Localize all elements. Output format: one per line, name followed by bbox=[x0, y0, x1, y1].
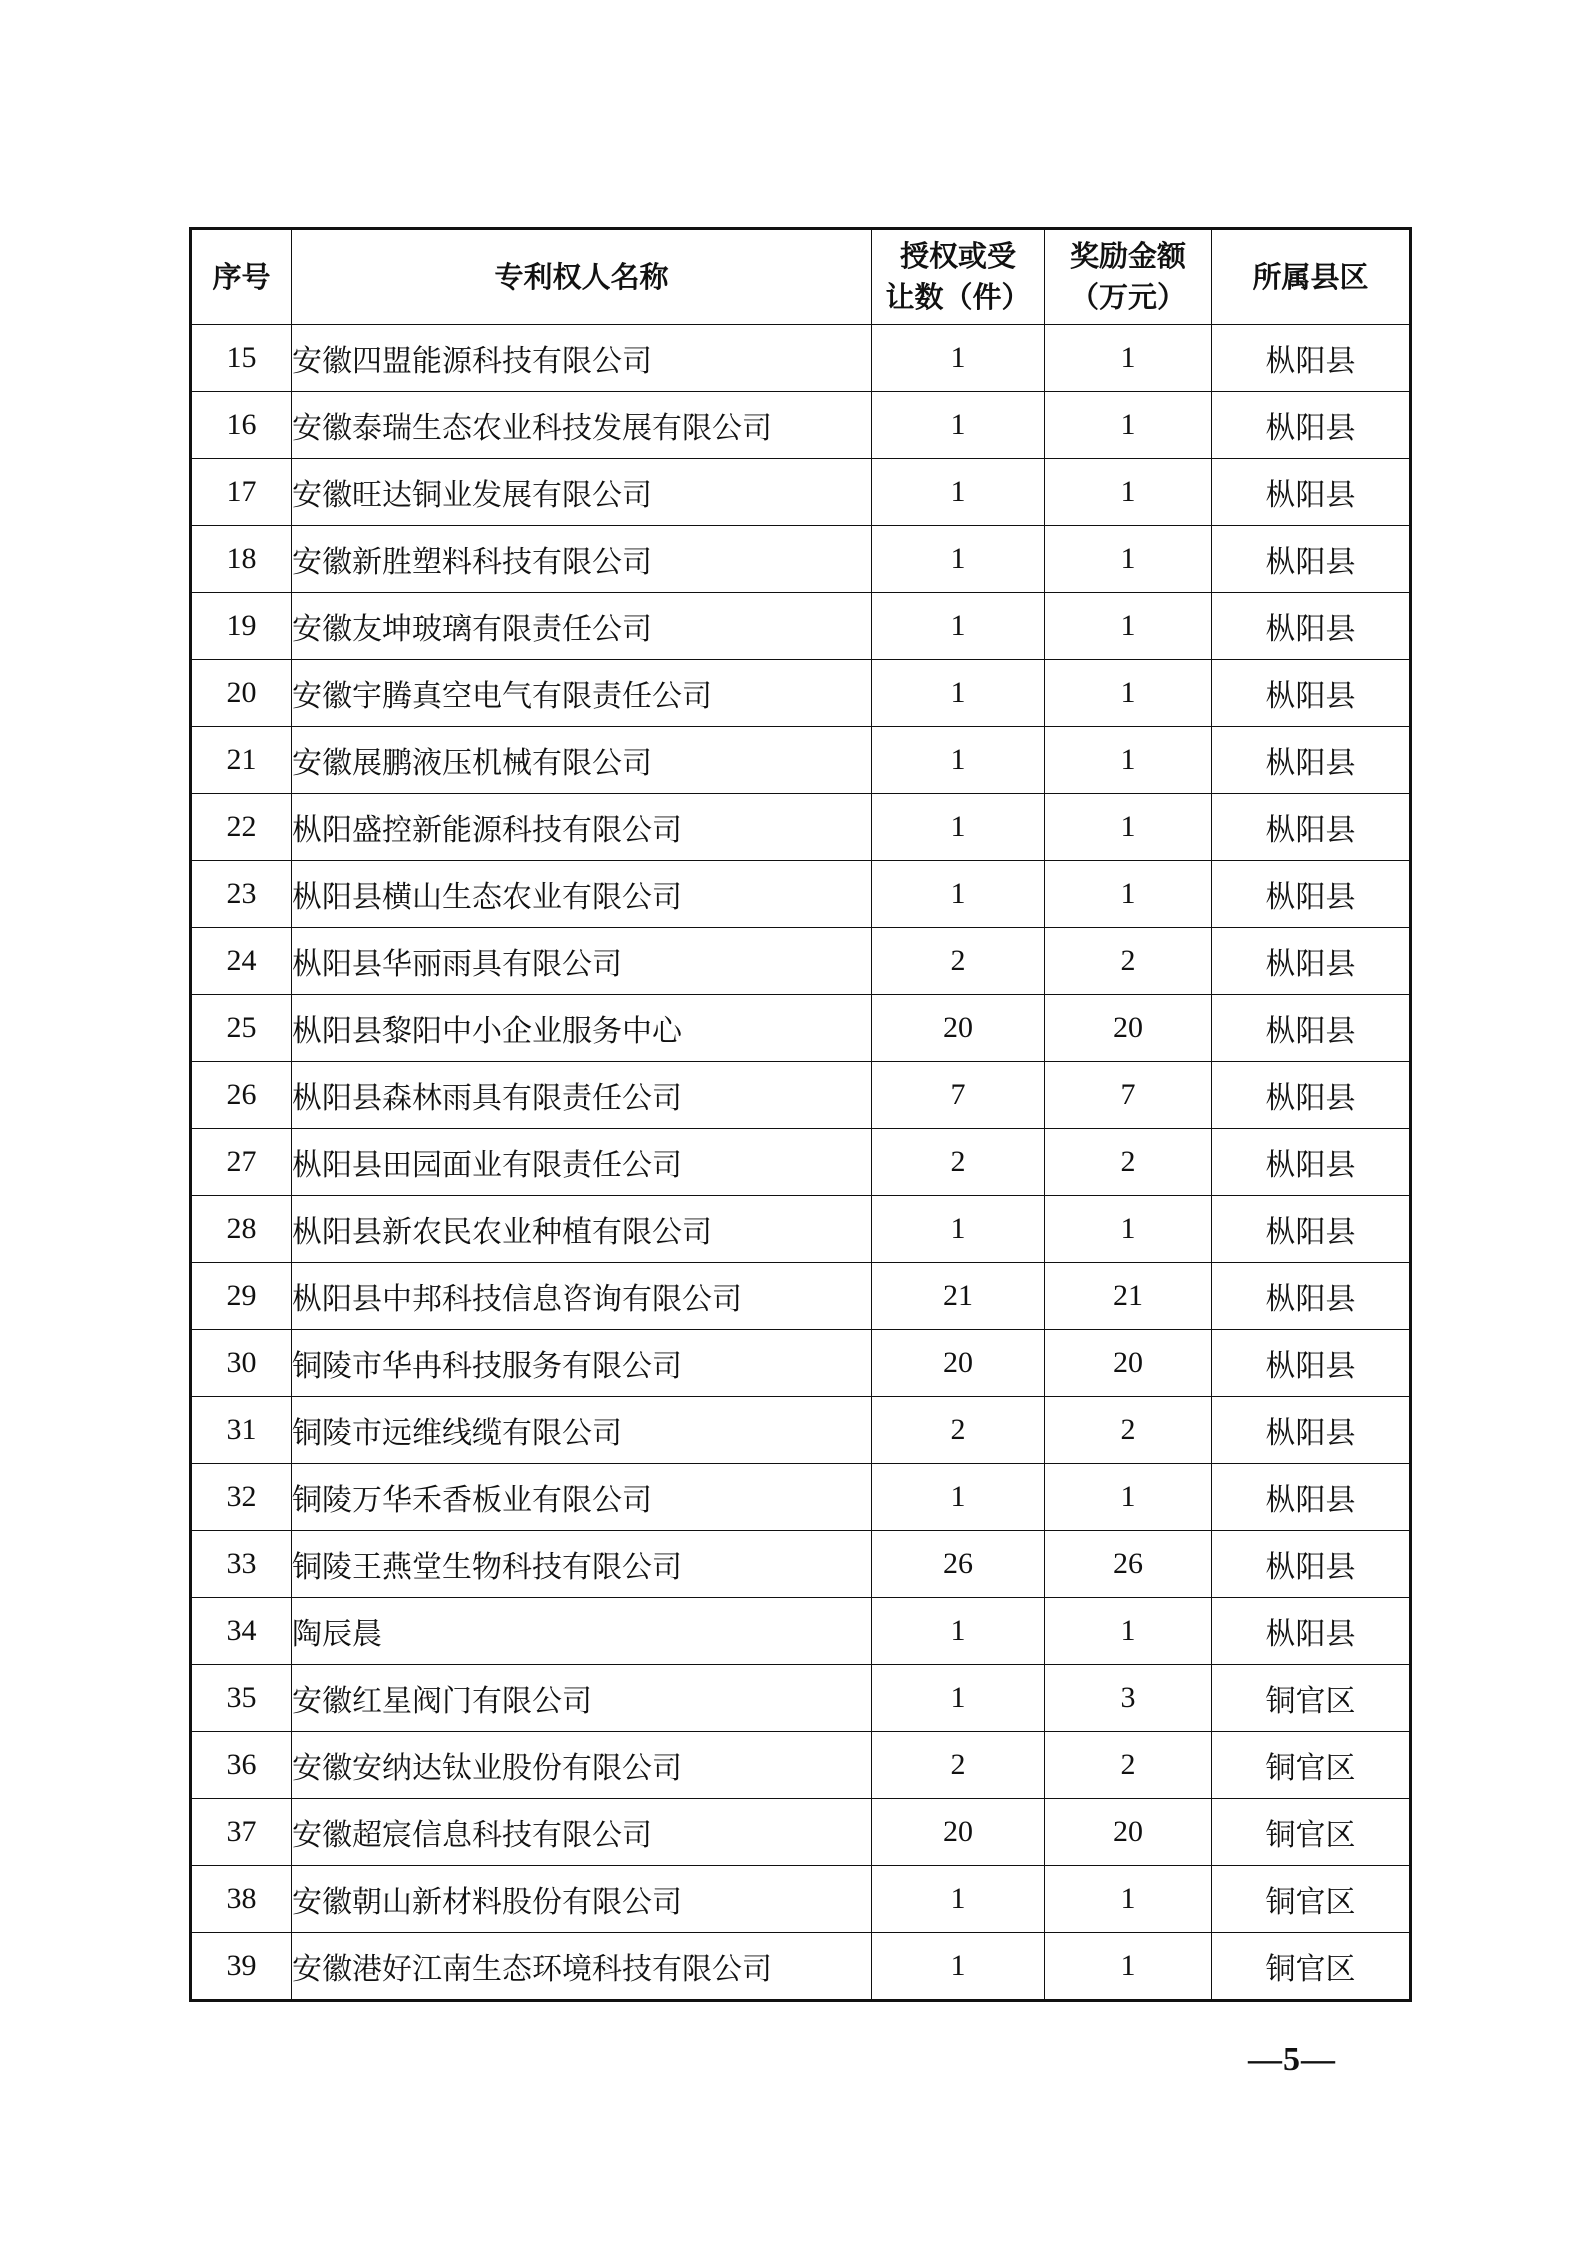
table-row bbox=[191, 593, 1411, 660]
cell-grant-count: 1 bbox=[872, 593, 1045, 660]
cell-patentee-name: 安徽展鹏液压机械有限公司 bbox=[292, 727, 872, 794]
table-row bbox=[191, 1129, 1411, 1196]
cell-grant-count: 1 bbox=[872, 1464, 1045, 1531]
header-num: 序号 bbox=[191, 229, 292, 325]
cell-grant-count: 1 bbox=[872, 1933, 1045, 2001]
cell-district: 枞阳县 bbox=[1212, 1464, 1411, 1531]
cell-grant-count: 1 bbox=[872, 727, 1045, 794]
cell-num: 38 bbox=[191, 1866, 292, 1933]
cell-district: 枞阳县 bbox=[1212, 660, 1411, 727]
cell-district: 枞阳县 bbox=[1212, 392, 1411, 459]
cell-district: 枞阳县 bbox=[1212, 1062, 1411, 1129]
cell-award-amount: 1 bbox=[1045, 593, 1212, 660]
page-number: —5— bbox=[1248, 2041, 1336, 2078]
cell-district: 枞阳县 bbox=[1212, 325, 1411, 392]
cell-award-amount: 1 bbox=[1045, 1464, 1212, 1531]
cell-grant-count: 1 bbox=[872, 1866, 1045, 1933]
cell-award-amount: 1 bbox=[1045, 325, 1212, 392]
cell-patentee-name: 安徽旺达铜业发展有限公司 bbox=[292, 459, 872, 526]
cell-grant-count: 2 bbox=[872, 928, 1045, 995]
cell-patentee-name: 铜陵万华禾香板业有限公司 bbox=[292, 1464, 872, 1531]
cell-num: 30 bbox=[191, 1330, 292, 1397]
cell-district: 枞阳县 bbox=[1212, 727, 1411, 794]
cell-award-amount: 1 bbox=[1045, 1196, 1212, 1263]
header-amount-line1: 奖励金额 bbox=[1069, 239, 1186, 273]
cell-num: 29 bbox=[191, 1263, 292, 1330]
cell-grant-count: 26 bbox=[872, 1531, 1045, 1598]
patent-award-table bbox=[189, 227, 1412, 2002]
cell-num: 34 bbox=[191, 1598, 292, 1665]
cell-num: 16 bbox=[191, 392, 292, 459]
cell-district: 枞阳县 bbox=[1212, 1330, 1411, 1397]
cell-grant-count: 1 bbox=[872, 392, 1045, 459]
cell-grant-count: 2 bbox=[872, 1397, 1045, 1464]
cell-num: 19 bbox=[191, 593, 292, 660]
cell-district: 枞阳县 bbox=[1212, 794, 1411, 861]
table-row bbox=[191, 1196, 1411, 1263]
cell-district: 枞阳县 bbox=[1212, 995, 1411, 1062]
header-amount bbox=[1045, 229, 1212, 325]
cell-num: 39 bbox=[191, 1933, 292, 2001]
cell-patentee-name: 安徽泰瑞生态农业科技发展有限公司 bbox=[292, 392, 872, 459]
cell-patentee-name: 铜陵市华冉科技服务有限公司 bbox=[292, 1330, 872, 1397]
cell-grant-count: 1 bbox=[872, 325, 1045, 392]
table-row bbox=[191, 928, 1411, 995]
cell-patentee-name: 枞阳县森林雨具有限责任公司 bbox=[292, 1062, 872, 1129]
cell-patentee-name: 枞阳县新农民农业种植有限公司 bbox=[292, 1196, 872, 1263]
cell-district: 枞阳县 bbox=[1212, 1129, 1411, 1196]
table-body bbox=[191, 325, 1411, 2001]
table-row bbox=[191, 1665, 1411, 1732]
cell-award-amount: 21 bbox=[1045, 1263, 1212, 1330]
cell-award-amount: 20 bbox=[1045, 1330, 1212, 1397]
cell-district: 铜官区 bbox=[1212, 1732, 1411, 1799]
cell-district: 枞阳县 bbox=[1212, 861, 1411, 928]
cell-grant-count: 20 bbox=[872, 1799, 1045, 1866]
cell-patentee-name: 枞阳县黎阳中小企业服务中心 bbox=[292, 995, 872, 1062]
cell-patentee-name: 安徽港好江南生态环境科技有限公司 bbox=[292, 1933, 872, 2001]
table-header bbox=[191, 229, 1411, 325]
cell-num: 21 bbox=[191, 727, 292, 794]
table-row bbox=[191, 526, 1411, 593]
cell-patentee-name: 安徽红星阀门有限公司 bbox=[292, 1665, 872, 1732]
table-row bbox=[191, 727, 1411, 794]
table-row bbox=[191, 1933, 1411, 2001]
cell-grant-count: 2 bbox=[872, 1732, 1045, 1799]
cell-num: 17 bbox=[191, 459, 292, 526]
cell-award-amount: 1 bbox=[1045, 861, 1212, 928]
table-row bbox=[191, 1397, 1411, 1464]
table-row bbox=[191, 1598, 1411, 1665]
cell-district: 枞阳县 bbox=[1212, 593, 1411, 660]
cell-num: 32 bbox=[191, 1464, 292, 1531]
table-row bbox=[191, 660, 1411, 727]
cell-district: 铜官区 bbox=[1212, 1665, 1411, 1732]
cell-grant-count: 1 bbox=[872, 794, 1045, 861]
cell-grant-count: 20 bbox=[872, 995, 1045, 1062]
cell-award-amount: 1 bbox=[1045, 526, 1212, 593]
table-row bbox=[191, 325, 1411, 392]
cell-num: 33 bbox=[191, 1531, 292, 1598]
table-row bbox=[191, 1062, 1411, 1129]
cell-district: 铜官区 bbox=[1212, 1866, 1411, 1933]
cell-grant-count: 1 bbox=[872, 660, 1045, 727]
cell-award-amount: 1 bbox=[1045, 459, 1212, 526]
cell-district: 枞阳县 bbox=[1212, 1397, 1411, 1464]
table-row bbox=[191, 1866, 1411, 1933]
cell-district: 枞阳县 bbox=[1212, 1263, 1411, 1330]
cell-num: 23 bbox=[191, 861, 292, 928]
table-row bbox=[191, 995, 1411, 1062]
cell-grant-count: 1 bbox=[872, 526, 1045, 593]
cell-grant-count: 1 bbox=[872, 1598, 1045, 1665]
cell-patentee-name: 安徽四盟能源科技有限公司 bbox=[292, 325, 872, 392]
cell-grant-count: 7 bbox=[872, 1062, 1045, 1129]
cell-patentee-name: 枞阳县田园面业有限责任公司 bbox=[292, 1129, 872, 1196]
cell-num: 36 bbox=[191, 1732, 292, 1799]
cell-district: 枞阳县 bbox=[1212, 928, 1411, 995]
cell-num: 22 bbox=[191, 794, 292, 861]
cell-grant-count: 1 bbox=[872, 459, 1045, 526]
cell-award-amount: 1 bbox=[1045, 1866, 1212, 1933]
table-row bbox=[191, 1464, 1411, 1531]
cell-patentee-name: 安徽宇腾真空电气有限责任公司 bbox=[292, 660, 872, 727]
cell-award-amount: 1 bbox=[1045, 392, 1212, 459]
cell-award-amount: 26 bbox=[1045, 1531, 1212, 1598]
table-row bbox=[191, 794, 1411, 861]
cell-award-amount: 2 bbox=[1045, 928, 1212, 995]
cell-award-amount: 1 bbox=[1045, 1933, 1212, 2001]
header-district: 所属县区 bbox=[1212, 229, 1411, 325]
table-row bbox=[191, 861, 1411, 928]
cell-grant-count: 1 bbox=[872, 1196, 1045, 1263]
cell-patentee-name: 安徽朝山新材料股份有限公司 bbox=[292, 1866, 872, 1933]
header-count bbox=[872, 229, 1045, 325]
cell-district: 枞阳县 bbox=[1212, 1598, 1411, 1665]
table-row bbox=[191, 392, 1411, 459]
cell-num: 26 bbox=[191, 1062, 292, 1129]
cell-award-amount: 20 bbox=[1045, 1799, 1212, 1866]
cell-patentee-name: 安徽新胜塑料科技有限公司 bbox=[292, 526, 872, 593]
cell-award-amount: 2 bbox=[1045, 1397, 1212, 1464]
cell-num: 25 bbox=[191, 995, 292, 1062]
header-row bbox=[191, 229, 1411, 325]
cell-patentee-name: 安徽超宸信息科技有限公司 bbox=[292, 1799, 872, 1866]
table-row bbox=[191, 1732, 1411, 1799]
cell-award-amount: 7 bbox=[1045, 1062, 1212, 1129]
cell-grant-count: 1 bbox=[872, 1665, 1045, 1732]
cell-district: 枞阳县 bbox=[1212, 1196, 1411, 1263]
cell-num: 27 bbox=[191, 1129, 292, 1196]
table-row bbox=[191, 459, 1411, 526]
header-count-line1: 授权或受 bbox=[899, 239, 1016, 273]
table-row bbox=[191, 1531, 1411, 1598]
cell-award-amount: 1 bbox=[1045, 660, 1212, 727]
cell-award-amount: 1 bbox=[1045, 794, 1212, 861]
cell-patentee-name: 枞阳盛控新能源科技有限公司 bbox=[292, 794, 872, 861]
cell-award-amount: 1 bbox=[1045, 727, 1212, 794]
cell-award-amount: 1 bbox=[1045, 1598, 1212, 1665]
cell-district: 枞阳县 bbox=[1212, 526, 1411, 593]
cell-num: 31 bbox=[191, 1397, 292, 1464]
cell-num: 35 bbox=[191, 1665, 292, 1732]
cell-patentee-name: 枞阳县华丽雨具有限公司 bbox=[292, 928, 872, 995]
cell-district: 枞阳县 bbox=[1212, 459, 1411, 526]
cell-award-amount: 2 bbox=[1045, 1732, 1212, 1799]
cell-num: 28 bbox=[191, 1196, 292, 1263]
header-amount-line2: （万元） bbox=[1069, 280, 1186, 314]
cell-patentee-name: 枞阳县中邦科技信息咨询有限公司 bbox=[292, 1263, 872, 1330]
header-name: 专利权人名称 bbox=[292, 229, 872, 325]
cell-award-amount: 20 bbox=[1045, 995, 1212, 1062]
cell-num: 18 bbox=[191, 526, 292, 593]
header-count-line2: 让数（件） bbox=[885, 280, 1031, 314]
cell-award-amount: 3 bbox=[1045, 1665, 1212, 1732]
cell-patentee-name: 铜陵市远维线缆有限公司 bbox=[292, 1397, 872, 1464]
cell-grant-count: 2 bbox=[872, 1129, 1045, 1196]
cell-patentee-name: 安徽友坤玻璃有限责任公司 bbox=[292, 593, 872, 660]
table-row bbox=[191, 1799, 1411, 1866]
cell-district: 枞阳县 bbox=[1212, 1531, 1411, 1598]
cell-grant-count: 20 bbox=[872, 1330, 1045, 1397]
cell-grant-count: 21 bbox=[872, 1263, 1045, 1330]
cell-num: 37 bbox=[191, 1799, 292, 1866]
cell-num: 15 bbox=[191, 325, 292, 392]
cell-patentee-name: 枞阳县横山生态农业有限公司 bbox=[292, 861, 872, 928]
cell-district: 铜官区 bbox=[1212, 1799, 1411, 1866]
cell-award-amount: 2 bbox=[1045, 1129, 1212, 1196]
cell-patentee-name: 铜陵王燕堂生物科技有限公司 bbox=[292, 1531, 872, 1598]
table-row bbox=[191, 1263, 1411, 1330]
cell-district: 铜官区 bbox=[1212, 1933, 1411, 2001]
cell-grant-count: 1 bbox=[872, 861, 1045, 928]
cell-patentee-name: 陶辰晨 bbox=[292, 1598, 872, 1665]
cell-patentee-name: 安徽安纳达钛业股份有限公司 bbox=[292, 1732, 872, 1799]
cell-num: 24 bbox=[191, 928, 292, 995]
table-row bbox=[191, 1330, 1411, 1397]
cell-num: 20 bbox=[191, 660, 292, 727]
